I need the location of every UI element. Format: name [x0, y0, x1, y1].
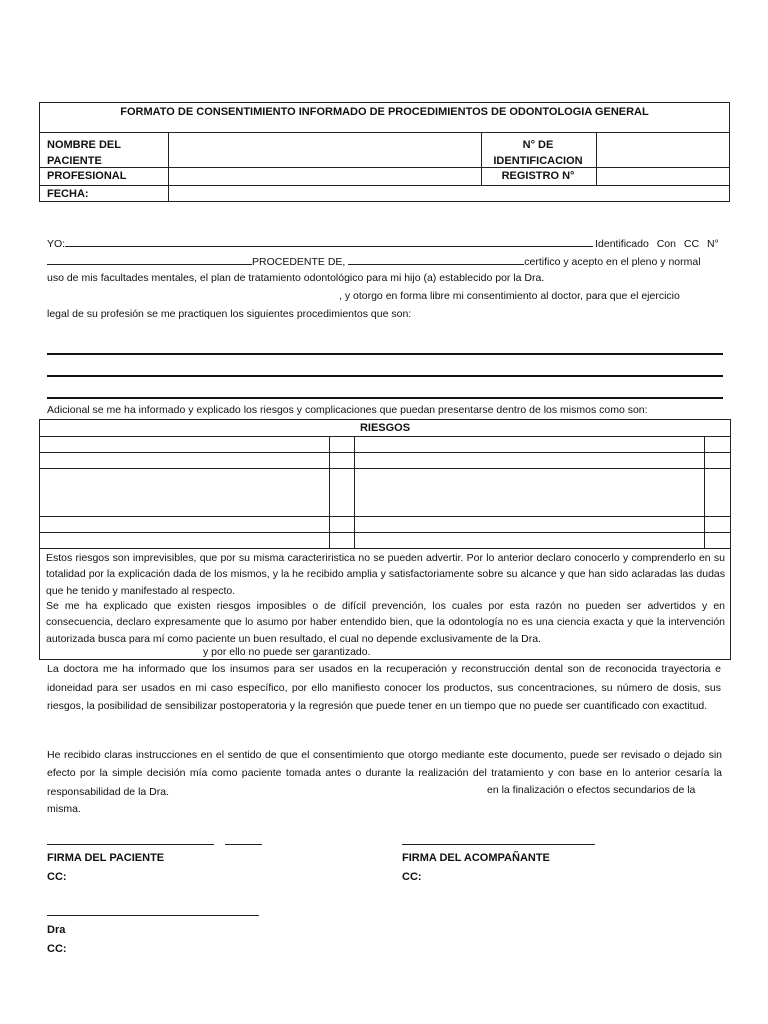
procedure-line-1[interactable] — [47, 353, 723, 355]
procedure-line-3[interactable] — [47, 397, 723, 399]
identificacion-field[interactable] — [597, 133, 729, 166]
riesgos-title: RIESGOS — [359, 422, 411, 434]
yo-name-field[interactable] — [65, 235, 593, 247]
instrucciones-text-end: en la finalización o efectos secundarios de la — [487, 784, 696, 796]
fecha-label: FECHA: — [47, 188, 89, 200]
procedente-field[interactable] — [348, 253, 524, 265]
profesional-field[interactable] — [169, 168, 480, 184]
cc-number-field[interactable] — [47, 253, 252, 265]
procedure-line-2[interactable] — [47, 375, 723, 377]
riesgos-paragraph-2: Se me ha explicado que existen riesgos imposibles o de difícil prevención, los cuales por esta razón no pueden ser advertidos y en consecuencia, declaro expresamente que lo asumo por haber entendido bien, que la odontología no es una ciencia exacta y que la intervención autorizada busca para mí como paciente un buen resultado, el cual no depende exclusivamente de la Dra. — [46, 600, 725, 645]
body-line-5: legal de su profesión se me practiquen los siguientes procedimientos que son: — [47, 308, 412, 320]
yo-line — [47, 235, 727, 251]
certifico-text: certifico y acepto en el pleno y normal — [524, 256, 701, 268]
identificado-label: Identificado Con CC N° — [595, 238, 719, 250]
riesgos-paragraph-1: Estos riesgos son imprevisibles, que por su misma caracteriristica no se pueden advertir. Por lo anterior declaro conocerlo y comprenderlo en su totalidad por la explicación dada de los mismos, y la he recibido amplia y satisfactoriamente sobre su alcance y que han sido aclaradas las dudas que he tenido y manifestado al respecto. — [46, 552, 725, 597]
nombre-field[interactable] — [169, 133, 480, 166]
registro-field[interactable] — [597, 168, 729, 184]
companion-signature-label: FIRMA DEL ACOMPAÑANTE — [402, 852, 550, 864]
companion-cc-label: CC: — [402, 871, 422, 883]
profesional-label: PROFESIONAL — [47, 170, 127, 182]
patient-signature-label: FIRMA DEL PACIENTE — [47, 852, 165, 864]
riesgos-paragraph-2-end: y por ello no puede ser garantizado. — [203, 646, 371, 658]
nombre-label-line2: PACIENTE — [47, 155, 102, 167]
patient-signature-line-extra[interactable] — [225, 844, 262, 845]
riesgo-cell-3a[interactable] — [41, 469, 328, 515]
patient-signature-line[interactable] — [47, 844, 214, 845]
insumos-paragraph: La doctora me ha informado que los insumos para ser usados en la recuperación y reconstrucción dental son de reconocida trayectoria e idoneidad para ser usados en mi caso específico, por ello manifiesto conocer los productos, sus concentraciones, su número de dosis, sus riesgos, la posibilidad de sensibilizar postoperatoria y la regresión que puede tener en un tiempo que no puede ser cuantificado con exactitud. — [47, 663, 721, 713]
riesgo-cell-1a[interactable] — [41, 437, 328, 451]
doctor-cc-label: CC: — [47, 943, 67, 955]
body-line-3: uso de mis facultades mentales, el plan de tratamiento odontológico para mi hijo (a) establecido por la Dra. — [47, 272, 545, 284]
companion-signature-line[interactable] — [402, 844, 595, 845]
instrucciones-last: misma. — [47, 803, 81, 815]
yo-label: YO: — [47, 238, 66, 250]
identificacion-label — [481, 138, 595, 168]
nombre-label-line1: NOMBRE DEL — [47, 139, 121, 151]
fecha-field[interactable] — [169, 186, 729, 201]
nombre-label — [47, 138, 121, 168]
identificacion-label-line2: IDENTIFICACION — [493, 155, 583, 167]
procedente-label: PROCEDENTE DE, — [252, 256, 346, 268]
doctor-label: Dra — [47, 924, 66, 936]
riesgo-cell-3b[interactable] — [355, 469, 703, 515]
adicional-text: Adicional se me ha informado y explicado los riesgos y complicaciones que puedan presentarse dentro de los mismos como son: — [47, 404, 648, 416]
procedente-line — [47, 253, 727, 269]
instrucciones-text: He recibido claras instrucciones en el sentido de que el consentimiento que otorgo mediante este documento, puede ser revisado o dejado sin efecto por la simple decisión mía como paciente tomada antes o durante la realización del tratamiento y con base en lo anterior cesaría la responsabilidad de la Dra. — [47, 749, 722, 798]
identificacion-label-line1: N° DE — [522, 139, 554, 151]
body-line-4: , y otorgo en forma libre mi consentimiento al doctor, para que el ejercicio — [339, 290, 680, 302]
registro-label: REGISTRO N° — [501, 170, 575, 182]
form-title: FORMATO DE CONSENTIMIENTO INFORMADO DE PROCEDIMIENTOS DE ODONTOLOGIA GENERAL — [120, 106, 649, 118]
doctor-signature-line[interactable] — [47, 915, 259, 916]
patient-cc-label: CC: — [47, 871, 67, 883]
riesgo-cell-1b[interactable] — [355, 437, 703, 451]
